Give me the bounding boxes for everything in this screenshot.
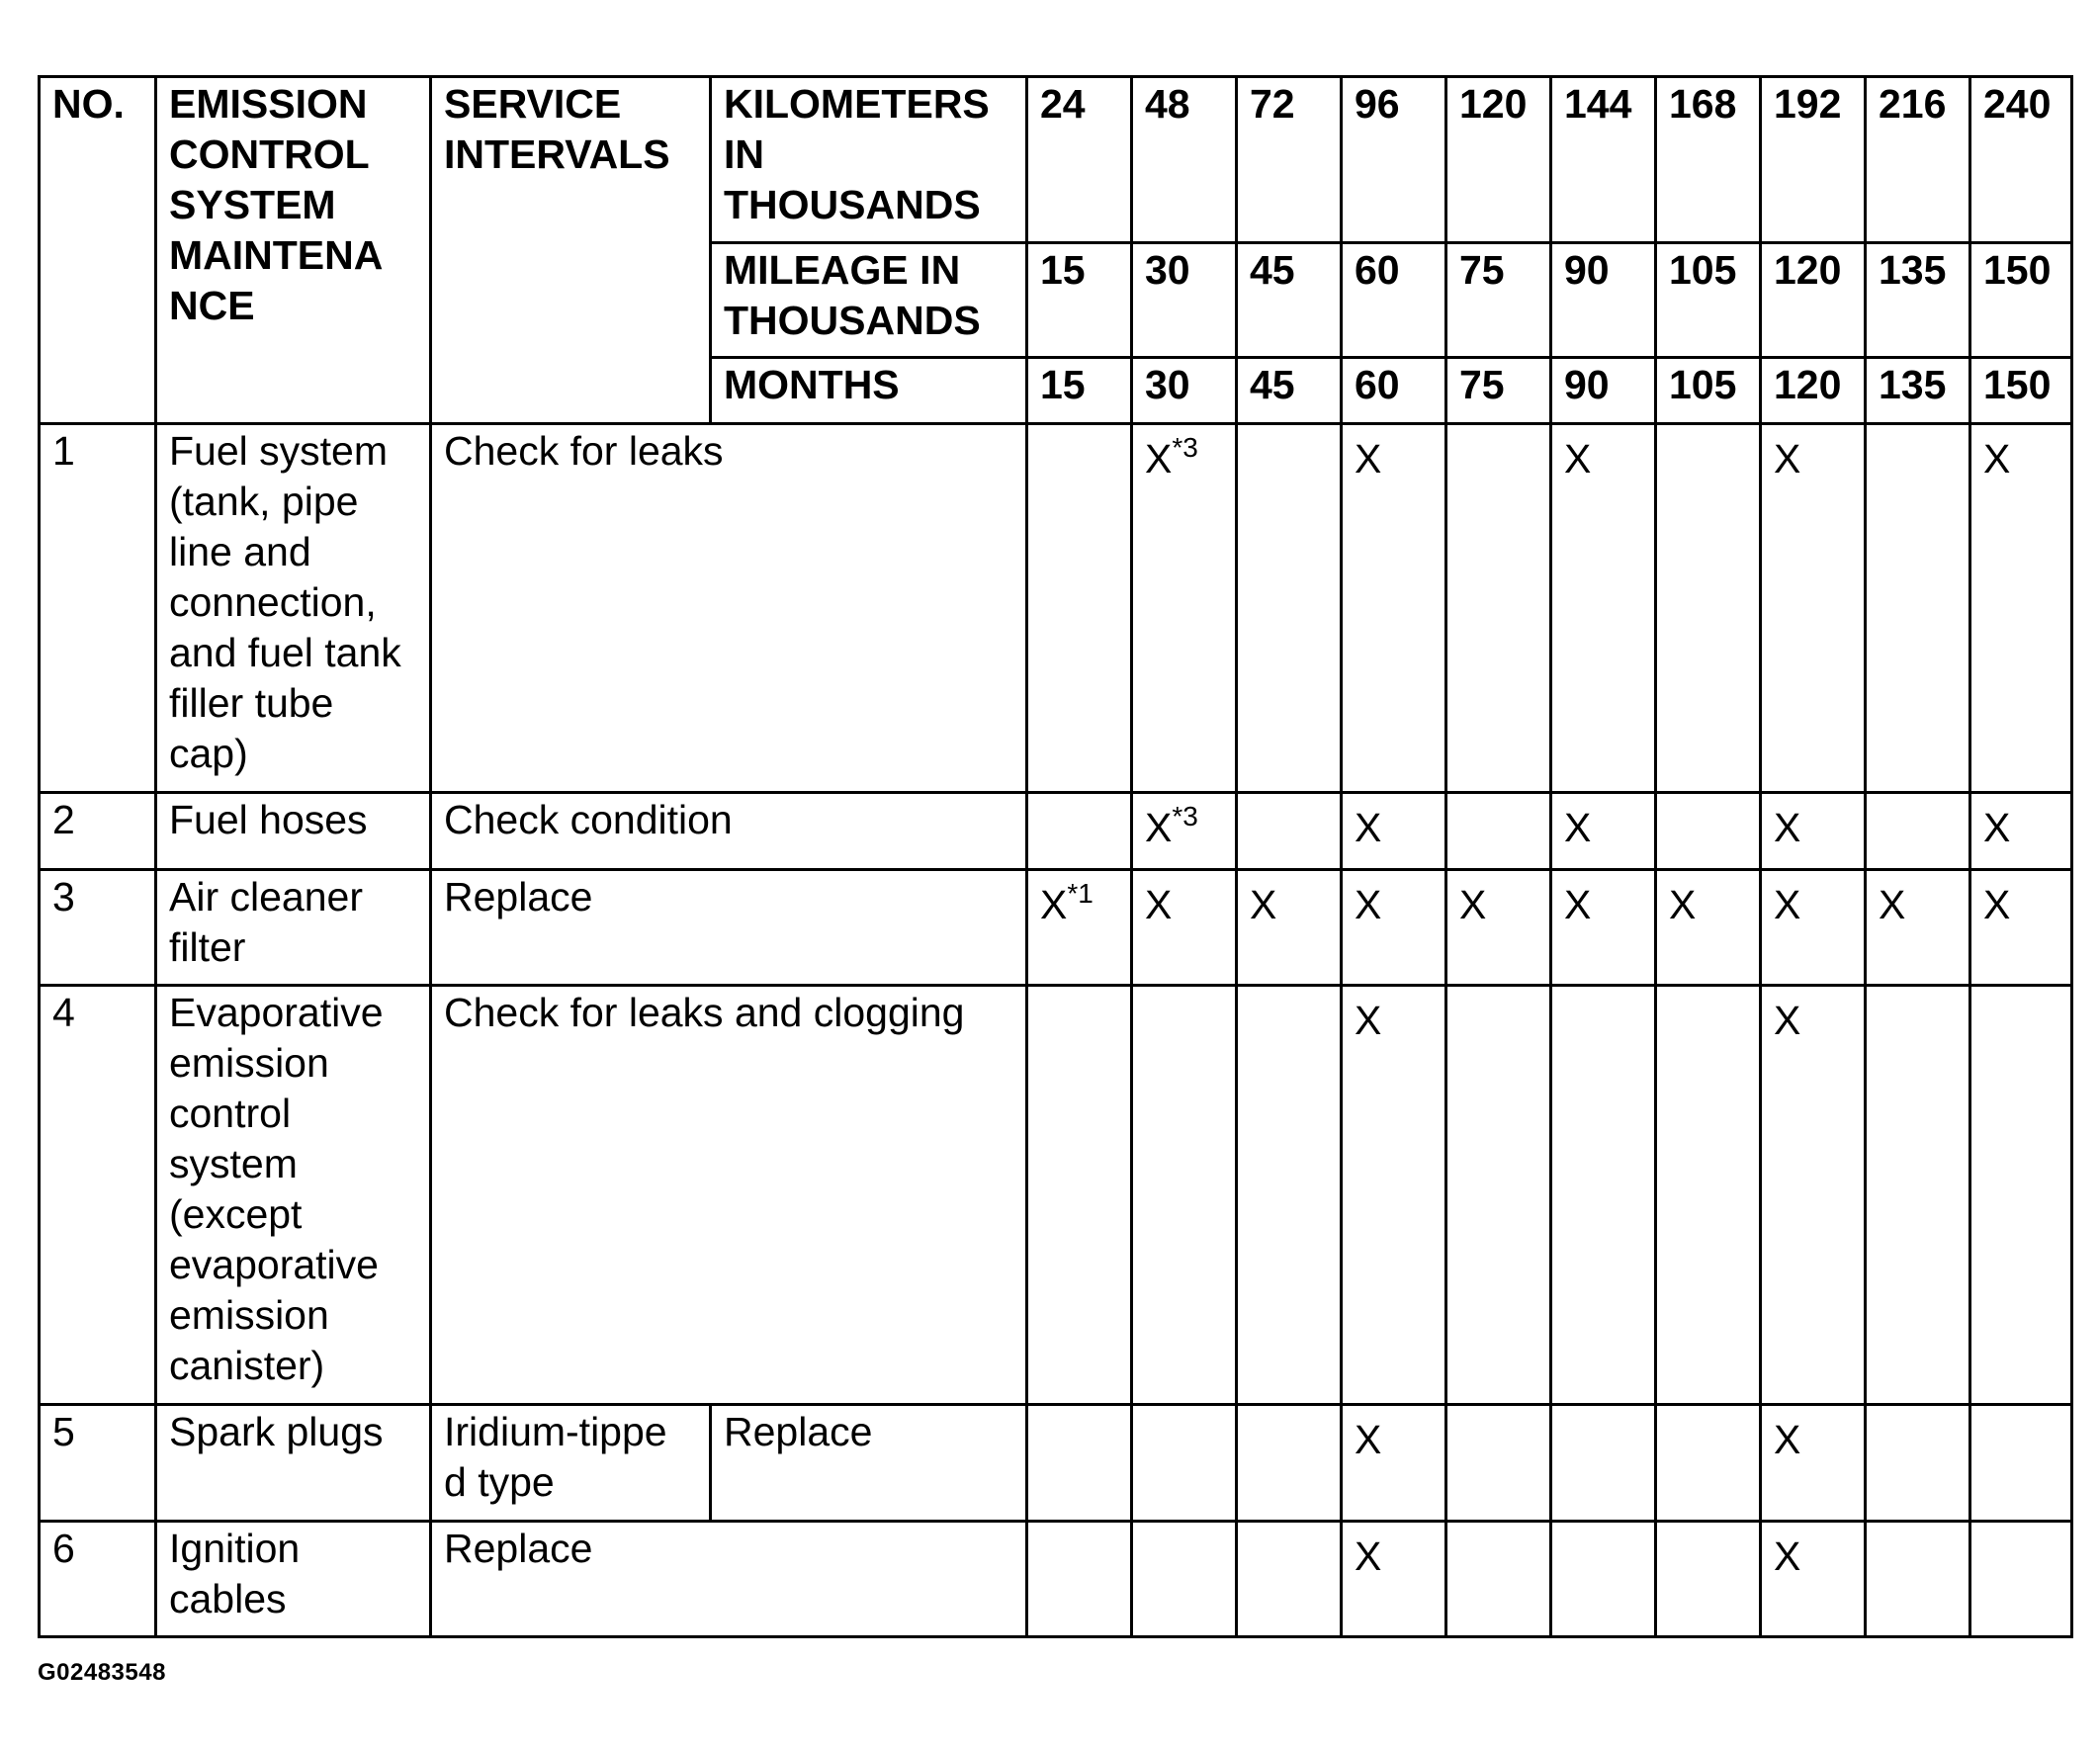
interval-cell <box>1237 986 1342 1405</box>
check-mark <box>1564 803 1591 853</box>
interval-cell <box>1551 870 1656 986</box>
months-value: 30 <box>1132 358 1237 424</box>
mileage-value: 30 <box>1132 243 1237 358</box>
km-value: 144 <box>1551 77 1656 243</box>
interval-cell <box>1656 1405 1761 1522</box>
interval-cell <box>1342 424 1446 793</box>
check-mark <box>1355 880 1381 930</box>
check-mark <box>1983 434 2010 484</box>
months-value: 105 <box>1656 358 1761 424</box>
interval-cell <box>1970 1522 2072 1637</box>
footnote-reference: *3 <box>1172 801 1198 831</box>
interval-cell <box>1656 1522 1761 1637</box>
figure-id-label: G02483548 <box>38 1659 166 1686</box>
interval-cell <box>1761 424 1866 793</box>
row-item: Spark plugs <box>156 1405 431 1522</box>
km-value: 24 <box>1027 77 1132 243</box>
check-mark <box>1355 434 1381 484</box>
interval-cell <box>1237 870 1342 986</box>
interval-cell <box>1132 870 1237 986</box>
table-row <box>40 1405 2072 1522</box>
mark-x: X <box>1774 1533 1801 1579</box>
header-mileage-label: MILEAGE IN THOUSANDS <box>711 243 1027 358</box>
check-mark <box>1669 880 1696 930</box>
header-no: NO. <box>40 77 156 424</box>
mileage-value: 120 <box>1761 243 1866 358</box>
interval-cell <box>1970 793 2072 870</box>
mark-x: X <box>1564 805 1592 850</box>
months-value: 90 <box>1551 358 1656 424</box>
mark-x: X <box>1564 436 1592 481</box>
mark-x: X <box>1669 882 1697 927</box>
header-kilometers-label: KILOMETERS IN THOUSANDS <box>711 77 1027 243</box>
interval-cell <box>1237 1405 1342 1522</box>
mileage-value: 150 <box>1970 243 2072 358</box>
interval-cell <box>1551 1522 1656 1637</box>
row-item: Air cleaner filter <box>156 870 431 986</box>
check-mark <box>1774 996 1800 1046</box>
table-row <box>40 1522 2072 1637</box>
mileage-value: 135 <box>1866 243 1970 358</box>
check-mark <box>1355 803 1381 853</box>
mark-x: X <box>1040 882 1068 927</box>
row-action: Check condition <box>431 793 1027 870</box>
interval-cell <box>1551 424 1656 793</box>
interval-cell <box>1237 424 1342 793</box>
mark-x: X <box>1774 998 1801 1043</box>
mark-x: X <box>1564 882 1592 927</box>
mark-x: X <box>1774 436 1801 481</box>
mark-x: X <box>1459 882 1487 927</box>
interval-cell <box>1027 424 1132 793</box>
check-mark <box>1355 1415 1381 1465</box>
interval-cell <box>1446 1405 1551 1522</box>
row-number: 4 <box>40 986 156 1405</box>
row-number: 5 <box>40 1405 156 1522</box>
interval-cell <box>1761 793 1866 870</box>
row-item: Ignition cables <box>156 1522 431 1637</box>
interval-cell <box>1866 1405 1970 1522</box>
row-item: Fuel hoses <box>156 793 431 870</box>
interval-cell <box>1970 986 2072 1405</box>
interval-cell <box>1761 1522 1866 1637</box>
interval-cell <box>1656 424 1761 793</box>
mark-x: X <box>1983 436 2011 481</box>
check-mark <box>1355 1531 1381 1582</box>
mileage-value: 45 <box>1237 243 1342 358</box>
mileage-value: 15 <box>1027 243 1132 358</box>
row-action: Replace <box>711 1405 1027 1522</box>
km-value: 120 <box>1446 77 1551 243</box>
mileage-value: 90 <box>1551 243 1656 358</box>
interval-cell <box>1132 1522 1237 1637</box>
km-value: 216 <box>1866 77 1970 243</box>
interval-cell <box>1761 986 1866 1405</box>
row-item: Fuel system (tank, pipe line and connection, and fuel tank filler tube cap) <box>156 424 431 793</box>
check-mark <box>1564 880 1591 930</box>
mark-x: X <box>1355 436 1382 481</box>
row-number: 3 <box>40 870 156 986</box>
mark-x: X <box>1145 436 1173 481</box>
interval-cell <box>1027 793 1132 870</box>
mark-x: X <box>1983 805 2011 850</box>
check-mark <box>1774 1531 1800 1582</box>
mark-x: X <box>1250 882 1277 927</box>
interval-cell <box>1132 1405 1237 1522</box>
interval-cell <box>1551 986 1656 1405</box>
interval-cell <box>1866 793 1970 870</box>
km-value: 48 <box>1132 77 1237 243</box>
interval-cell <box>1970 870 2072 986</box>
mark-x: X <box>1355 1533 1382 1579</box>
km-value: 240 <box>1970 77 2072 243</box>
months-value: 60 <box>1342 358 1446 424</box>
table-row <box>40 793 2072 870</box>
mark-x: X <box>1774 1417 1801 1462</box>
check-mark <box>1983 880 2010 930</box>
check-mark <box>1774 1415 1800 1465</box>
mileage-value: 105 <box>1656 243 1761 358</box>
mark-x: X <box>1774 805 1801 850</box>
row-action: Check for leaks <box>431 424 1027 793</box>
mark-x: X <box>1983 882 2011 927</box>
months-value: 15 <box>1027 358 1132 424</box>
row-number: 2 <box>40 793 156 870</box>
check-mark <box>1774 434 1800 484</box>
interval-cell <box>1551 1405 1656 1522</box>
check-mark <box>1145 803 1198 853</box>
row-action: Replace <box>431 1522 1027 1637</box>
row-action: Check for leaks and clogging <box>431 986 1027 1405</box>
interval-cell <box>1761 870 1866 986</box>
row-number: 6 <box>40 1522 156 1637</box>
row-item: Evaporative emission control system (except evaporative emission canister) <box>156 986 431 1405</box>
table-row <box>40 870 2072 986</box>
header-row-kilometers <box>40 77 2072 243</box>
mileage-value: 75 <box>1446 243 1551 358</box>
check-mark <box>1145 880 1172 930</box>
interval-cell <box>1446 986 1551 1405</box>
mark-x: X <box>1774 882 1801 927</box>
interval-cell <box>1970 1405 2072 1522</box>
interval-cell <box>1446 870 1551 986</box>
interval-cell <box>1027 870 1132 986</box>
mark-x: X <box>1355 805 1382 850</box>
interval-cell <box>1866 870 1970 986</box>
maintenance-schedule-table <box>38 75 2073 1638</box>
header-system: EMISSION CONTROL SYSTEM MAINTENA NCE <box>156 77 431 424</box>
interval-cell <box>1866 424 1970 793</box>
interval-cell <box>1342 1522 1446 1637</box>
interval-cell <box>1237 793 1342 870</box>
row-number: 1 <box>40 424 156 793</box>
interval-cell <box>1761 1405 1866 1522</box>
interval-cell <box>1656 870 1761 986</box>
interval-cell <box>1132 793 1237 870</box>
check-mark <box>1879 880 1905 930</box>
interval-cell <box>1866 986 1970 1405</box>
km-value: 96 <box>1342 77 1446 243</box>
mark-x: X <box>1145 805 1173 850</box>
interval-cell <box>1237 1522 1342 1637</box>
months-value: 75 <box>1446 358 1551 424</box>
interval-cell <box>1342 986 1446 1405</box>
mark-x: X <box>1355 882 1382 927</box>
mileage-value: 60 <box>1342 243 1446 358</box>
interval-cell <box>1027 1405 1132 1522</box>
mark-x: X <box>1355 998 1382 1043</box>
check-mark <box>1774 880 1800 930</box>
interval-cell <box>1970 424 2072 793</box>
check-mark <box>1145 434 1198 484</box>
interval-cell <box>1027 1522 1132 1637</box>
table-row <box>40 424 2072 793</box>
check-mark <box>1774 803 1800 853</box>
check-mark <box>1250 880 1276 930</box>
km-value: 192 <box>1761 77 1866 243</box>
interval-cell <box>1656 793 1761 870</box>
interval-cell <box>1446 424 1551 793</box>
interval-cell <box>1551 793 1656 870</box>
interval-cell <box>1342 1405 1446 1522</box>
interval-cell <box>1342 793 1446 870</box>
check-mark <box>1564 434 1591 484</box>
interval-cell <box>1866 1522 1970 1637</box>
header-months-label: MONTHS <box>711 358 1027 424</box>
check-mark <box>1040 880 1094 930</box>
row-action: Replace <box>431 870 1027 986</box>
interval-cell <box>1132 986 1237 1405</box>
km-value: 168 <box>1656 77 1761 243</box>
interval-cell <box>1446 793 1551 870</box>
table-row <box>40 986 2072 1405</box>
months-value: 135 <box>1866 358 1970 424</box>
mark-x: X <box>1355 1417 1382 1462</box>
footnote-reference: *1 <box>1067 878 1094 909</box>
mark-x: X <box>1879 882 1906 927</box>
months-value: 45 <box>1237 358 1342 424</box>
interval-cell <box>1656 986 1761 1405</box>
row-subtype: Iridium-tippe d type <box>431 1405 711 1522</box>
months-value: 120 <box>1761 358 1866 424</box>
check-mark <box>1459 880 1486 930</box>
header-service-intervals: SERVICE INTERVALS <box>431 77 711 424</box>
check-mark <box>1355 996 1381 1046</box>
interval-cell <box>1342 870 1446 986</box>
check-mark <box>1983 803 2010 853</box>
months-value: 150 <box>1970 358 2072 424</box>
km-value: 72 <box>1237 77 1342 243</box>
interval-cell <box>1132 424 1237 793</box>
mark-x: X <box>1145 882 1173 927</box>
footnote-reference: *3 <box>1172 432 1198 463</box>
interval-cell <box>1027 986 1132 1405</box>
interval-cell <box>1446 1522 1551 1637</box>
